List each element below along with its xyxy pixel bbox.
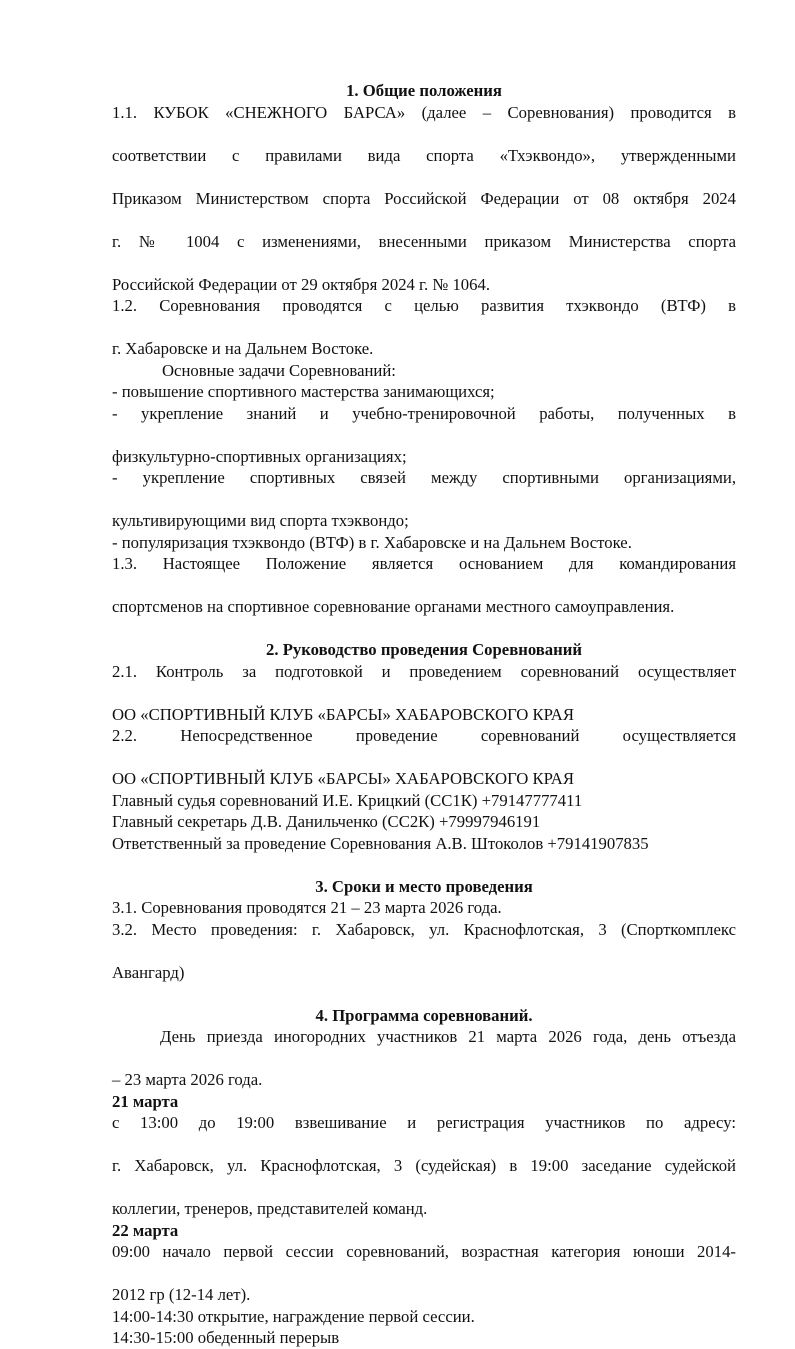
text-line: ОО «СПОРТИВНЫЙ КЛУБ «БАРСЫ» ХАБАРОВСКОГО КРАЯ xyxy=(112,704,574,724)
text-line: с 13:00 до 19:00 взвешивание и регистрация участников по адресу: xyxy=(112,1113,736,1132)
task-item: - повышение спортивного мастерства занимающихся; xyxy=(112,382,495,401)
day-heading-22: 22 марта xyxy=(112,1220,179,1240)
paragraph-1-2 xyxy=(112,295,736,360)
text-line: 2012 гр (12-14 лет). xyxy=(112,1285,251,1304)
text-line: соответствии с правилами вида спорта «Тхэквондо», утвержденными xyxy=(112,145,736,165)
section-4-title: 4. Программа соревнований. xyxy=(315,1005,533,1025)
task-item: культивирующими вид спорта тхэквондо; xyxy=(112,511,409,530)
text-line: г. № 1004 с изменениями, внесенными приказом Министерства спорта xyxy=(112,231,736,251)
text-line: 14:30-15:00 обеденный перерыв xyxy=(112,1328,340,1347)
text-line: г. Хабаровск, ул. Краснофлотская, 3 (судейская) в 19:00 заседание судейской xyxy=(112,1156,736,1175)
text-line: спортсменов на спортивное соревнование органами местного самоуправления. xyxy=(112,597,675,616)
text-line: 2.2. Непосредственное проведение соревнований осуществляется xyxy=(112,726,736,745)
task-item: - укрепление спортивных связей между спортивными организациями, xyxy=(112,468,736,487)
text-line: 3.2. Место проведения: г. Хабаровск, ул. Краснофлотская, 3 (Спорткомплекс xyxy=(112,919,736,939)
task-item: физкультурно-спортивных организациях; xyxy=(112,446,407,466)
text-line: г. Хабаровске и на Дальнем Востоке. xyxy=(112,339,374,358)
section-2-title: 2. Руководство проведения Соревнований xyxy=(266,640,582,659)
chief-judge: Главный судья соревнований И.Е. Крицкий (СС1К) +79147777411 xyxy=(112,790,583,810)
text-line: 14:00-14:30 открытие, награждение первой сессии. xyxy=(112,1306,475,1326)
document-page xyxy=(112,80,736,1349)
text-line: ОО «СПОРТИВНЫЙ КЛУБ «БАРСЫ» ХАБАРОВСКОГО КРАЯ xyxy=(112,769,574,788)
text-line: 1.1. КУБОК «СНЕЖНОГО БАРСА» (далее – Соревнования) проводится в xyxy=(112,102,736,122)
text-line: День приезда иногородних участников 21 марта 2026 года, день отъезда xyxy=(160,1027,736,1046)
text-line: Российской Федерации от 29 октября 2024 г. № 1064. xyxy=(112,274,490,294)
paragraph-1-3 xyxy=(112,553,736,618)
section-1-title: 1. Общие положения xyxy=(346,81,502,100)
chief-secretary: Главный секретарь Д.В. Данильченко (СС2К) +79997946191 xyxy=(112,812,541,831)
text-line: 1.2. Соревнования проводятся с целью развития тхэквондо (ВТФ) в xyxy=(112,296,736,315)
text-line: 2.1. Контроль за подготовкой и проведением соревнований осуществляет xyxy=(112,661,736,681)
text-line: 3.1. Соревнования проводятся 21 – 23 марта 2026 года. xyxy=(112,898,502,917)
responsible-person: Ответственный за проведение Соревнования А.В. Штоколов +79141907835 xyxy=(112,833,649,853)
text-line: Приказом Министерством спорта Российской Федерации от 08 октября 2024 xyxy=(112,188,736,208)
text-line: 1.3. Настоящее Положение является основанием для командирования xyxy=(112,554,736,573)
paragraph-1-1 xyxy=(112,102,736,296)
section-3-title: 3. Сроки и место проведения xyxy=(315,876,533,896)
tasks-heading: Основные задачи Соревнований: xyxy=(162,360,396,380)
task-item: - укрепление знаний и учебно-тренировочной работы, полученных в xyxy=(112,403,736,423)
text-line: Авангард) xyxy=(112,962,185,982)
day-heading-21: 21 марта xyxy=(112,1091,179,1111)
text-line: – 23 марта 2026 года. xyxy=(112,1070,263,1089)
text-line: коллегии, тренеров, представителей команд. xyxy=(112,1199,428,1218)
task-item: - популяризация тхэквондо (ВТФ) в г. Хабаровске и на Дальнем Востоке. xyxy=(112,532,632,552)
text-line: 09:00 начало первой сессии соревнований, возрастная категория юноши 2014- xyxy=(112,1242,736,1261)
